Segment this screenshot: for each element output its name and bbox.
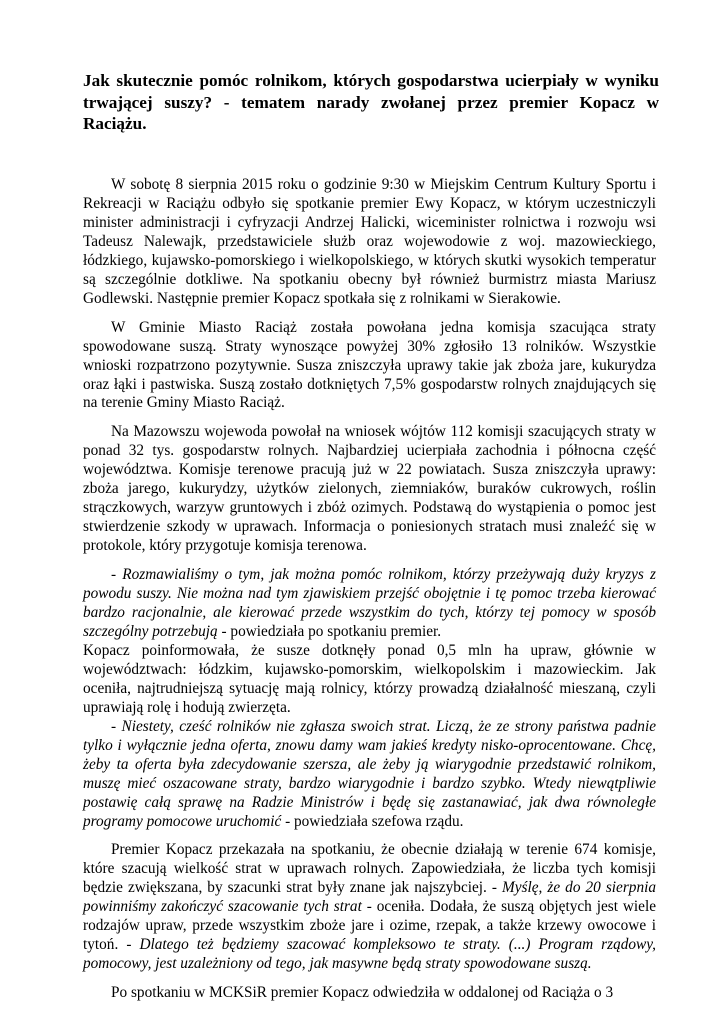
attribution-text: - powiedziała szefowa rządu. [281, 812, 464, 830]
article-title: Jak skutecznie pomóc rolnikom, których gospodarstwa ucierpiały w wyniku trwającej suszy? - tematem narady zwołanej przez premier Kopacz w Raciążu. [83, 71, 659, 133]
paragraph-quote-help [83, 566, 656, 642]
paragraph-commission-count [83, 841, 656, 974]
text-span: Na Mazowszu wojewoda powołał na wniosek wójtów 112 komisji szacujących straty w ponad 32 tys. gospodarstw rolnych. Najbardziej ucierpiała zachodnia i północna część województwa. Komisje terenowe pracują już w 22 powiatach. Susza zniszczyła uprawy: zboża jarego, kukurydzy, użytków zielonych, ziemniaków, buraków cukrowych, roślin strączkowych, warzyw gruntowych i zbóż ozimych. Podstawą do wystąpienia o pomoc jest stwierdzenie szkody w uprawach. Informacja o poniesionych stratach musi znaleźć się w protokole, który przygotuje komisja terenowa. [83, 423, 656, 555]
text-span: Premier Kopacz przekazała na spotkaniu, że obecnie działają w terenie 674 komisje, które szacują wielkość strat w uprawach rolnych. Zapowiedziała, że liczba tych komisji będzie zwiększana, by szacunki strat były znane jak najszybciej. [83, 841, 656, 897]
quote-text: - Niestety, cześć rolników nie zgłasza swoich strat. Liczą, że ze strony państwa padnie tylko i wyłącznie jedna oferta, znowu damy wam jakieś kredyty nisko-oprocentowane. Chcę, żeby ta oferta była zdecydowanie szersza, ale żeby ją wiarygodnie przedstawić rolnikom, muszę mieć oszacowane straty, bardzo wiarygodnie i bardzo szybko. Wtedy niewątpliwie postawię całą sprawę na Radzie Ministrów i będę się zastanawiać, jak dwa równoległe programy pomocowe uruchomić [83, 717, 656, 830]
text-span: Po spotkaniu w MCKSiR premier Kopacz odwiedziła w oddalonej od Raciąża o 3 [111, 984, 614, 1002]
paragraph-quote-losses [83, 718, 656, 832]
text-span: W Gminie Miasto Raciąż została powołana jedna komisja szacująca straty spowodowane suszą. Straty wynoszące powyżej 30% zgłosiło 13 rolników. Wszystkie wnioski rozpatrzono pozytywnie. Susza zniszczyła uprawy takie jak zboża jare, kukurydza oraz łąki i pastwiska. Suszą zostało dotkniętych 7,5% gospodarstw rolnych znajdujących się na terenie Gminy Miasto Raciąż. [83, 318, 656, 412]
paragraph-gmina-commission [83, 319, 656, 414]
paragraph-visit [83, 984, 656, 1003]
quote-text: - Myślę, że do 20 sierpnia powinniśmy zakończyć szacowanie tych strat [83, 879, 656, 916]
paragraph-mazowsze-commissions [83, 423, 656, 556]
article-body [83, 176, 656, 1003]
text-span: Kopacz poinformowała, że susze dotknęły ponad 0,5 mln ha upraw, głównie w województwach: łódzkim, kujawsko-pomorskim, wielkopolskim i mazowieckim. Jak oceniła, najtrudniejszą sytuację mają rolnicy, którzy prowadzą działalność mieszaną, czyli uprawiają rolę i hodują zwierzęta. [83, 641, 656, 716]
attribution-text: - powiedziała po spotkaniu premier. [217, 622, 442, 640]
text-span: W sobotę 8 sierpnia 2015 roku o godzinie 9:30 w Miejskim Centrum Kultury Sportu i Rekreacji w Raciążu odbyło się spotkanie premier Ewy Kopacz, w którym uczestniczyli minister administracji i cyfryzacji Andrzej Halicki, wiceminister rolnictwa i rozwoju wsi Tadeusz Nalewajk, przedstawiciele służb oraz wojewodowie z woj. mazowieckiego, łódzkiego, kujawsko-pomorskiego i wielkopolskiego, w których skutki wysokich temperatur są szczególnie dotkliwe. Na spotkaniu obecny był również burmistrz miasta Mariusz Godlewski. Następnie premier Kopacz spotkała się z rolnikami w Sierakowie. [83, 176, 656, 307]
quote-text: - Dlatego też będziemy szacować kompleksowo te straty. (...) Program rządowy, pomocowy, jest uzależniony od tego, jak masywne będą straty spowodowane suszą. [83, 936, 656, 973]
paragraph-drought-scope [83, 642, 656, 718]
quote-text: - Rozmawialiśmy o tym, jak można pomóc rolnikom, którzy przeżywają duży kryzys z powodu suszy. Nie można nad tym zjawiskiem przejść obojętnie i tę pomoc trzeba kierować bardzo racjonalnie, ale kierować przede wszystkim do tych, którzy tej pomocy w sposób szczególny potrzebują [83, 566, 656, 640]
text-span: - oceniła. Dodała, że suszą objętych jest wiele rodzajów upraw, przede wszystkim zboże jare i ozime, rzepak, a także krzewy owocowe i tytoń. [83, 898, 656, 954]
paragraph-meeting-intro [83, 176, 656, 309]
